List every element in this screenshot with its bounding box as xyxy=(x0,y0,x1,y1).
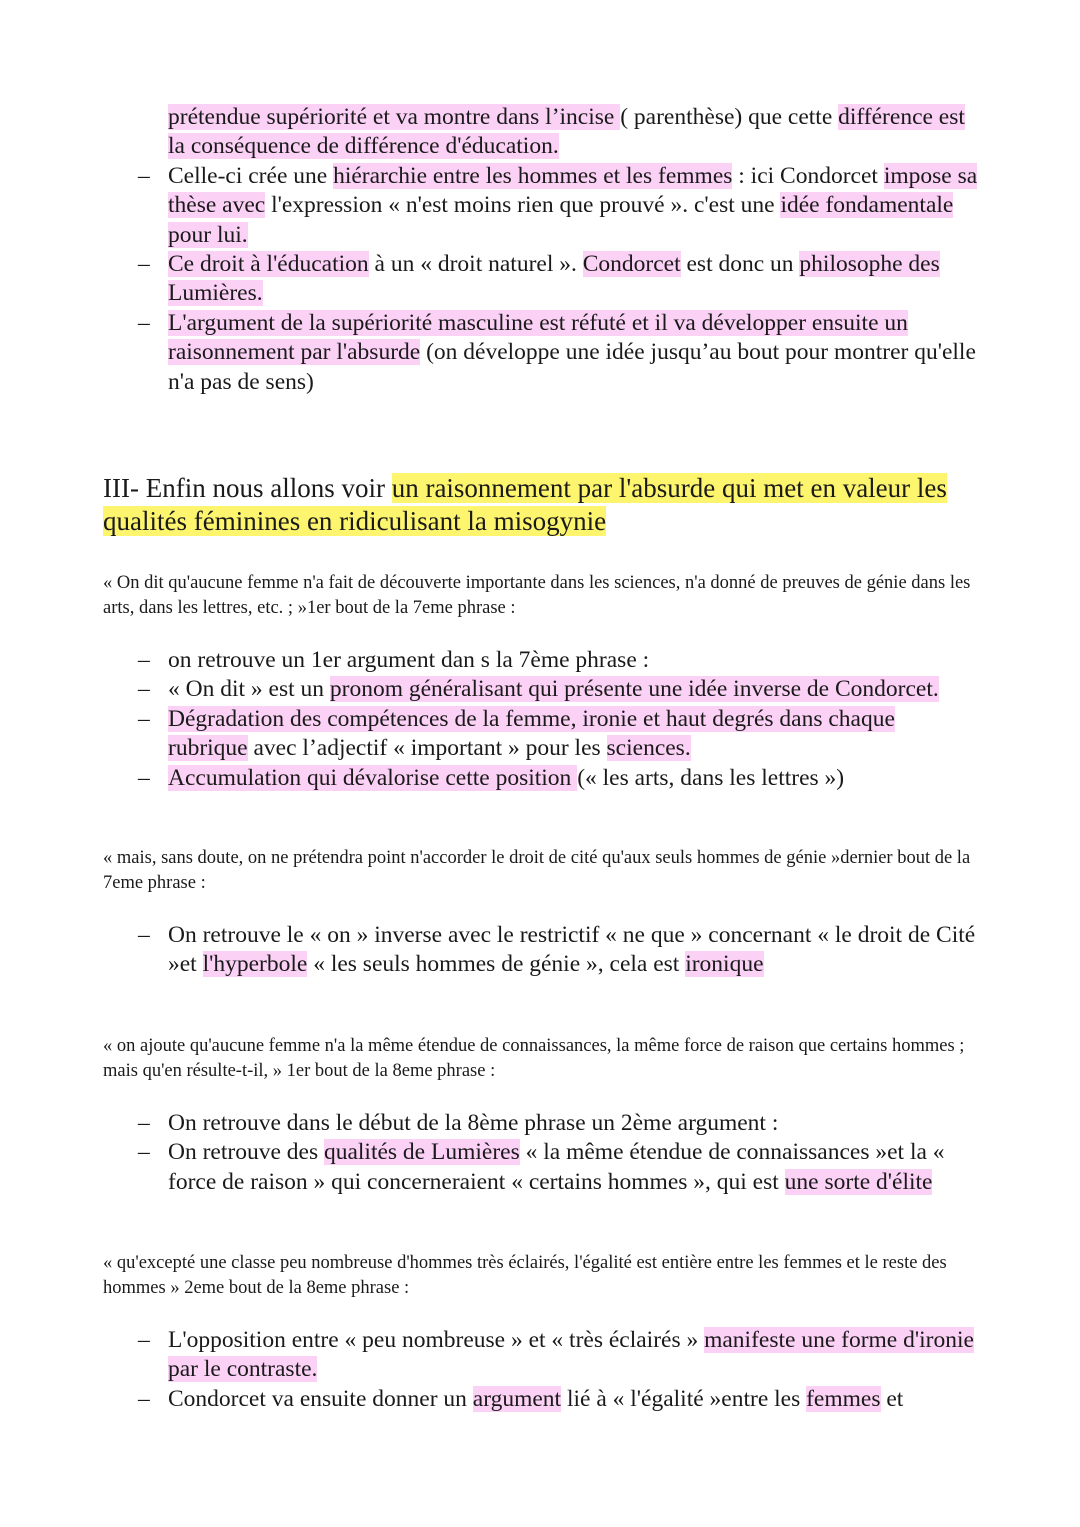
highlighted-text: manifeste une forme d'ironie par le contraste. xyxy=(168,1327,974,1383)
highlighted-text: prétendue supériorité et va montre dans l’incise xyxy=(168,104,621,130)
quote-7th-sentence-last-part: « mais, sans doute, on ne prétendra point n'accorder le droit de cité qu'aux seuls hommes de génie »dernier bout de la 7eme phrase : xyxy=(103,848,971,893)
text-run: ( parenthèse) que cette xyxy=(620,104,839,130)
text-run: On retrouve le « on » inverse avec le restrictif « ne que » concernant « le droit de Cité »et xyxy=(168,922,976,978)
list-item xyxy=(0,250,1080,309)
text-run: (on développe une idée jusqu’au bout pour montrer qu'elle n'a pas de sens) xyxy=(168,339,976,395)
list-item xyxy=(0,1385,1080,1414)
list-item xyxy=(0,1326,1080,1385)
highlighted-text: Condorcet xyxy=(582,251,681,278)
quote-8th-sentence-part-2: « qu'excepté une classe peu nombreuse d'hommes très éclairés, l'égalité est entière entre les femmes et le reste des hommes » 2eme bout de la 8eme phrase : xyxy=(103,1253,947,1298)
highlighted-text: une sorte d'élite xyxy=(784,1168,933,1195)
highlighted-text: Dégradation des compétences de la femme, ironie et haut degrés dans chaque rubrique xyxy=(168,705,895,762)
highlighted-text: Accumulation qui dévalorise cette position xyxy=(168,764,578,791)
highlighted-text: femmes xyxy=(806,1385,881,1412)
quote-7th-sentence-part-1: « On dit qu'aucune femme n'a fait de découverte importante dans les sciences, n'a donné de preuves de génie dans les arts, dans les lettres, etc. ; »1er bout de la 7eme phrase : xyxy=(103,573,971,618)
highlighted-text: sciences. xyxy=(606,735,691,762)
highlighted-text: hiérarchie entre les hommes et les femmes xyxy=(333,162,733,189)
text-run: à un « droit naturel ». xyxy=(368,251,583,278)
highlighted-text: qualités de Lumières xyxy=(323,1139,520,1166)
quote-8th-sentence-part-1: « on ajoute qu'aucune femme n'a la même étendue de connaissances, la même force de raison que certains hommes ; mais qu'en résulte-t-il, » 1er bout de la 8eme phrase : xyxy=(103,1036,965,1081)
list-item xyxy=(0,921,1080,980)
text-run: L'opposition entre « peu nombreuse » et « très éclairés » xyxy=(168,1327,705,1353)
list-item xyxy=(0,309,1080,397)
text-run: On retrouve des xyxy=(168,1139,324,1166)
text-run: avec l’adjectif « important » pour les xyxy=(247,735,607,762)
bullet-list-3 xyxy=(0,921,1080,980)
highlighted-text: philosophe des Lumières. xyxy=(168,251,940,307)
highlighted-text: l'hyperbole xyxy=(202,951,308,978)
text-run: l'expression « n'est moins rien que prouvé ». c'est une xyxy=(265,192,781,219)
text-run: (« les arts, dans les lettres ») xyxy=(577,764,845,791)
bullet-list-5 xyxy=(0,1326,1080,1414)
heading-highlight: un raisonnement par l'absurde qui met en valeur les qualités féminines en ridiculisant la misogynie xyxy=(103,473,947,536)
list-item xyxy=(0,162,1080,250)
list-item xyxy=(0,1109,1080,1138)
heading-plain: III- Enfin nous allons voir xyxy=(103,473,392,503)
text-run: On retrouve dans le début de la 8ème phrase un 2ème argument : xyxy=(168,1110,779,1136)
section-heading-iii xyxy=(103,472,983,538)
bullet-list-2 xyxy=(0,646,1080,793)
text-run: lié à « l'égalité »entre les xyxy=(561,1385,807,1412)
list-item xyxy=(0,764,1080,793)
list-item xyxy=(0,1138,1080,1197)
text-run: Condorcet va ensuite donner un xyxy=(168,1385,473,1412)
text-run: Celle-ci crée une xyxy=(168,162,334,189)
list-item xyxy=(0,103,1080,162)
highlighted-text: argument xyxy=(472,1385,562,1412)
bullet-list-4 xyxy=(0,1109,1080,1197)
text-run: on retrouve un 1er argument dan s la 7ème phrase : xyxy=(168,647,650,673)
list-item xyxy=(0,675,1080,704)
highlighted-text: L'argument de la supériorité masculine est réfuté et il va développer ensuite un raisonnement par l'absurde xyxy=(168,309,908,366)
text-run: et xyxy=(880,1385,904,1412)
highlighted-text: impose sa thèse avec xyxy=(168,162,978,219)
highlighted-text: ironique xyxy=(685,951,764,978)
text-run: « la même étendue de connaissances »et la « force de raison » qui concerneraient « certains hommes », qui est xyxy=(168,1139,945,1195)
list-item xyxy=(0,646,1080,675)
highlighted-text: pronom généralisant qui présente une idée inverse de Condorcet. xyxy=(329,676,939,703)
text-run: « On dit » est un xyxy=(168,676,330,703)
list-item xyxy=(0,705,1080,764)
highlighted-text: Ce droit à l'éducation xyxy=(168,251,369,278)
text-run: : ici Condorcet xyxy=(732,162,884,189)
text-run: « les seuls hommes de génie », cela est xyxy=(307,951,686,978)
highlighted-text: idée fondamentale pour lui. xyxy=(168,192,954,248)
highlighted-text: différence est la conséquence de différence d'éducation. xyxy=(168,104,965,160)
text-run: est donc un xyxy=(680,251,800,278)
bullet-list-1 xyxy=(0,103,1080,397)
